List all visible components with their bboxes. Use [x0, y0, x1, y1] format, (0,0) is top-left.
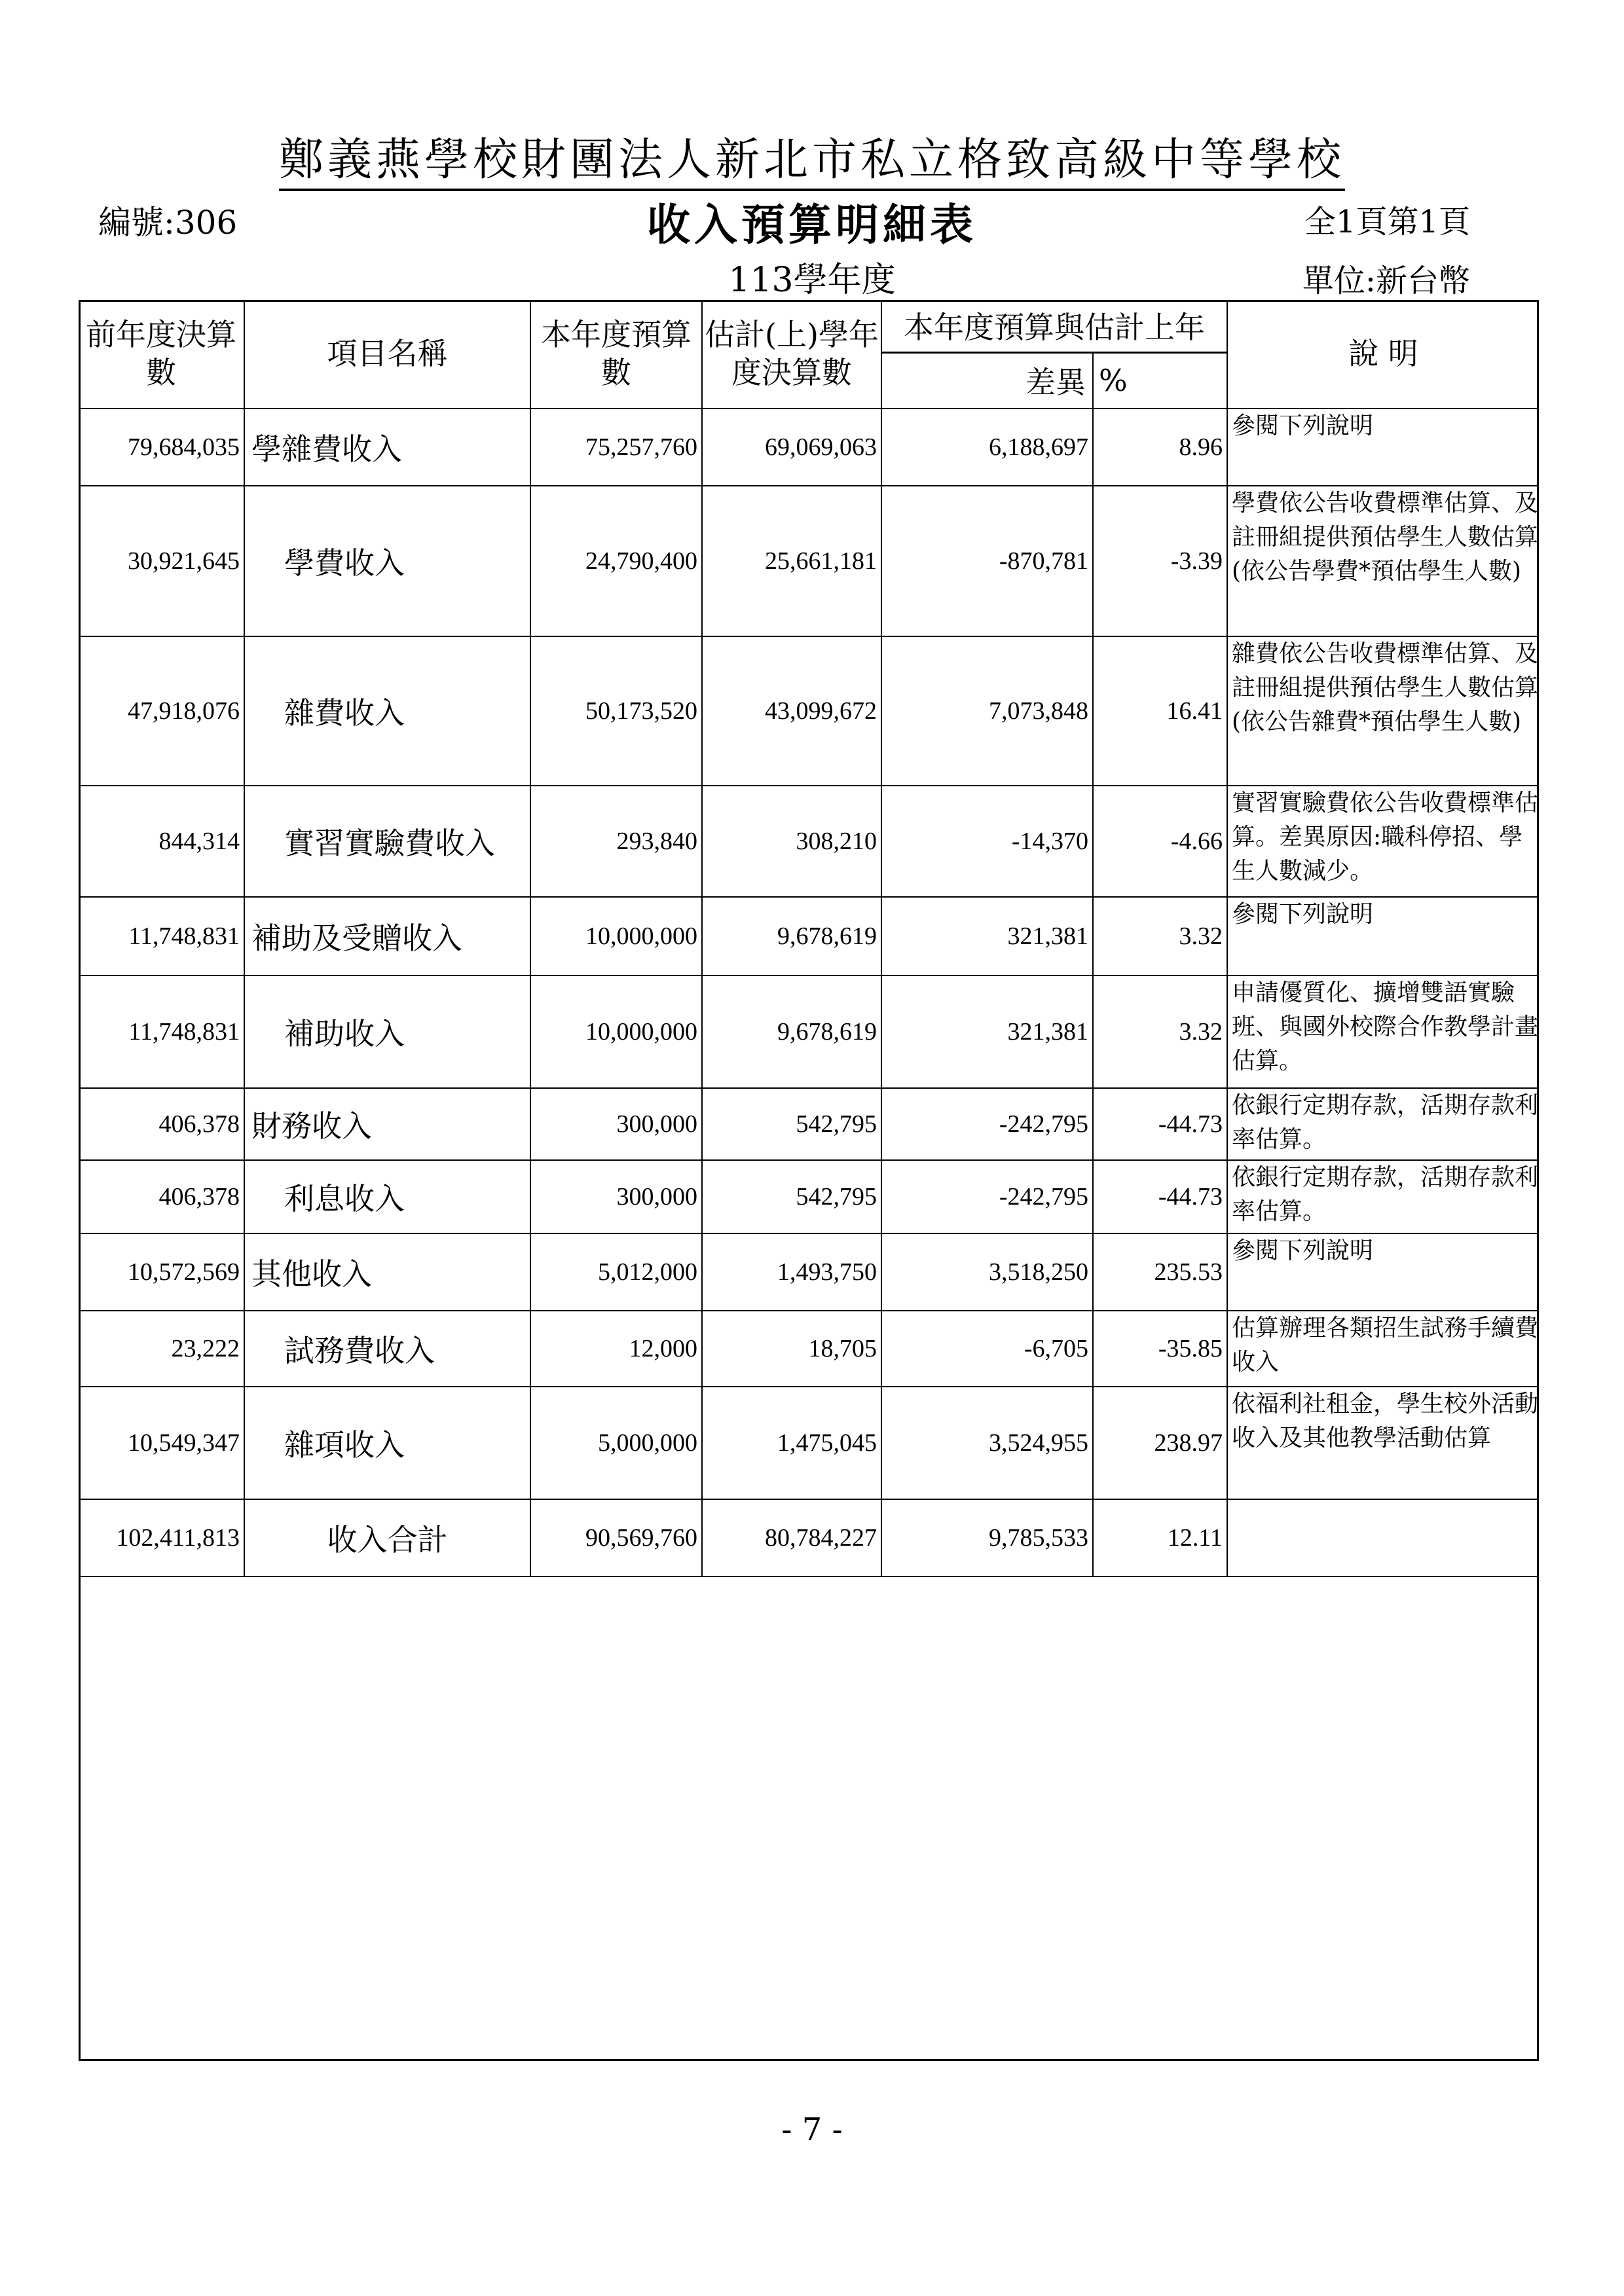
pct-cell: -44.73	[1093, 1160, 1227, 1233]
table-row	[79, 1160, 1539, 1233]
prev-final-cell: 23,222	[79, 1311, 244, 1387]
serial-number: 編號:306	[98, 204, 238, 242]
pct-cell: -4.66	[1093, 786, 1227, 897]
estimate-cell: 43,099,672	[702, 636, 881, 786]
prev-final-cell: 406,378	[79, 1160, 244, 1233]
item-name-cell: 雜費收入	[244, 636, 530, 786]
diff-cell: 9,785,533	[881, 1499, 1093, 1576]
budget-cell: 10,000,000	[530, 897, 702, 975]
prev-final-cell: 11,748,831	[79, 975, 244, 1088]
note-cell: 參閱下列說明	[1227, 1233, 1539, 1311]
prev-final-cell: 10,549,347	[79, 1387, 244, 1499]
budget-cell: 50,173,520	[530, 636, 702, 786]
estimate-cell: 542,795	[702, 1088, 881, 1160]
prev-final-cell: 11,748,831	[79, 897, 244, 975]
pct-cell: 8.96	[1093, 409, 1227, 486]
prev-final-cell: 47,918,076	[79, 636, 244, 786]
diff-cell: 321,381	[881, 975, 1093, 1088]
header-pct: %	[1093, 352, 1227, 409]
item-name-cell: 補助及受贈收入	[244, 897, 530, 975]
pct-cell: -3.39	[1093, 486, 1227, 636]
budget-table	[79, 300, 1539, 1577]
table-row	[79, 975, 1539, 1088]
diff-cell: 3,518,250	[881, 1233, 1093, 1311]
budget-cell: 10,000,000	[530, 975, 702, 1088]
header-diff-group: 本年度預算與估計上年	[881, 300, 1227, 352]
prev-final-cell: 30,921,645	[79, 486, 244, 636]
prev-final-cell: 10,572,569	[79, 1233, 244, 1311]
school-year: 113學年度	[728, 261, 896, 300]
estimate-cell: 542,795	[702, 1160, 881, 1233]
pct-cell: 3.32	[1093, 975, 1227, 1088]
pct-cell: 12.11	[1093, 1499, 1227, 1576]
item-name-cell: 收入合計	[244, 1499, 530, 1576]
item-name-cell: 利息收入	[244, 1160, 530, 1233]
budget-cell: 12,000	[530, 1311, 702, 1387]
item-name-cell: 試務費收入	[244, 1311, 530, 1387]
budget-cell: 293,840	[530, 786, 702, 897]
item-name-cell: 雜項收入	[244, 1387, 530, 1499]
header-prev-final: 前年度決算數	[79, 300, 244, 409]
item-name-cell: 學雜費收入	[244, 409, 530, 486]
organization-name: 鄭義燕學校財團法人新北市私立格致高級中等學校	[279, 134, 1345, 191]
budget-cell: 5,000,000	[530, 1387, 702, 1499]
prev-final-cell: 102,411,813	[79, 1499, 244, 1576]
page-info: 全1頁第1頁	[1304, 204, 1470, 240]
budget-cell: 90,569,760	[530, 1499, 702, 1576]
note-cell	[1227, 1499, 1539, 1576]
table-row	[79, 786, 1539, 897]
budget-cell: 300,000	[530, 1160, 702, 1233]
pct-cell: 16.41	[1093, 636, 1227, 786]
item-name-cell: 其他收入	[244, 1233, 530, 1311]
header-budget: 本年度預算數	[530, 300, 702, 409]
header-item-name: 項目名稱	[244, 300, 530, 409]
table-row	[79, 409, 1539, 486]
estimate-cell: 18,705	[702, 1311, 881, 1387]
page-number: - 7 -	[781, 2111, 843, 2148]
diff-cell: 7,073,848	[881, 636, 1093, 786]
estimate-cell: 9,678,619	[702, 897, 881, 975]
table-row	[79, 1499, 1539, 1576]
budget-cell: 5,012,000	[530, 1233, 702, 1311]
estimate-cell: 80,784,227	[702, 1499, 881, 1576]
note-cell: 實習實驗費依公告收費標準估算。差異原因:職科停招、學生人數減少。	[1227, 786, 1539, 897]
estimate-cell: 1,475,045	[702, 1387, 881, 1499]
note-cell: 參閱下列說明	[1227, 409, 1539, 486]
table-row	[79, 1233, 1539, 1311]
note-cell: 申請優質化、擴增雙語實驗班、與國外校際合作教學計畫估算。	[1227, 975, 1539, 1088]
item-name-cell: 財務收入	[244, 1088, 530, 1160]
pct-cell: -35.85	[1093, 1311, 1227, 1387]
budget-cell: 24,790,400	[530, 486, 702, 636]
pct-cell: 238.97	[1093, 1387, 1227, 1499]
estimate-cell: 25,661,181	[702, 486, 881, 636]
pct-cell: 3.32	[1093, 897, 1227, 975]
page-title: 收入預算明細表	[647, 199, 977, 250]
pct-cell: 235.53	[1093, 1233, 1227, 1311]
diff-cell: -242,795	[881, 1088, 1093, 1160]
diff-cell: 3,524,955	[881, 1387, 1093, 1499]
note-cell: 依銀行定期存款，活期存款利率估算。	[1227, 1160, 1539, 1233]
organization-title	[196, 124, 1428, 188]
table-row	[79, 486, 1539, 636]
estimate-cell: 9,678,619	[702, 975, 881, 1088]
note-cell: 估算辦理各類招生試務手續費收入	[1227, 1311, 1539, 1387]
currency-unit: 單位:新台幣	[1302, 263, 1470, 299]
note-cell: 依銀行定期存款，活期存款利率估算。	[1227, 1088, 1539, 1160]
budget-cell: 75,257,760	[530, 409, 702, 486]
header-note: 說 明	[1227, 300, 1539, 409]
table-row	[79, 1387, 1539, 1499]
header-row-1	[79, 300, 1539, 352]
diff-cell: 321,381	[881, 897, 1093, 975]
note-cell: 學費依公告收費標準估算、及註冊組提供預估學生人數估算(依公告學費*預估學生人數)	[1227, 486, 1539, 636]
budget-cell: 300,000	[530, 1088, 702, 1160]
header-estimate: 估計(上)學年度決算數	[702, 300, 881, 409]
diff-cell: -14,370	[881, 786, 1093, 897]
estimate-cell: 69,069,063	[702, 409, 881, 486]
prev-final-cell: 406,378	[79, 1088, 244, 1160]
item-name-cell: 學費收入	[244, 486, 530, 636]
pct-cell: -44.73	[1093, 1088, 1227, 1160]
item-name-cell: 補助收入	[244, 975, 530, 1088]
prev-final-cell: 844,314	[79, 786, 244, 897]
note-cell: 依福利社租金，學生校外活動收入及其他教學活動估算	[1227, 1387, 1539, 1499]
table-row	[79, 1088, 1539, 1160]
prev-final-cell: 79,684,035	[79, 409, 244, 486]
header-diff: 差異	[881, 352, 1093, 409]
diff-cell: -6,705	[881, 1311, 1093, 1387]
item-name-cell: 實習實驗費收入	[244, 786, 530, 897]
note-cell: 參閱下列說明	[1227, 897, 1539, 975]
table-row	[79, 1311, 1539, 1387]
diff-cell: 6,188,697	[881, 409, 1093, 486]
estimate-cell: 1,493,750	[702, 1233, 881, 1311]
table-row	[79, 636, 1539, 786]
note-cell: 雜費依公告收費標準估算、及註冊組提供預估學生人數估算(依公告雜費*預估學生人數)	[1227, 636, 1539, 786]
diff-cell: -242,795	[881, 1160, 1093, 1233]
estimate-cell: 308,210	[702, 786, 881, 897]
diff-cell: -870,781	[881, 486, 1093, 636]
table-row	[79, 897, 1539, 975]
